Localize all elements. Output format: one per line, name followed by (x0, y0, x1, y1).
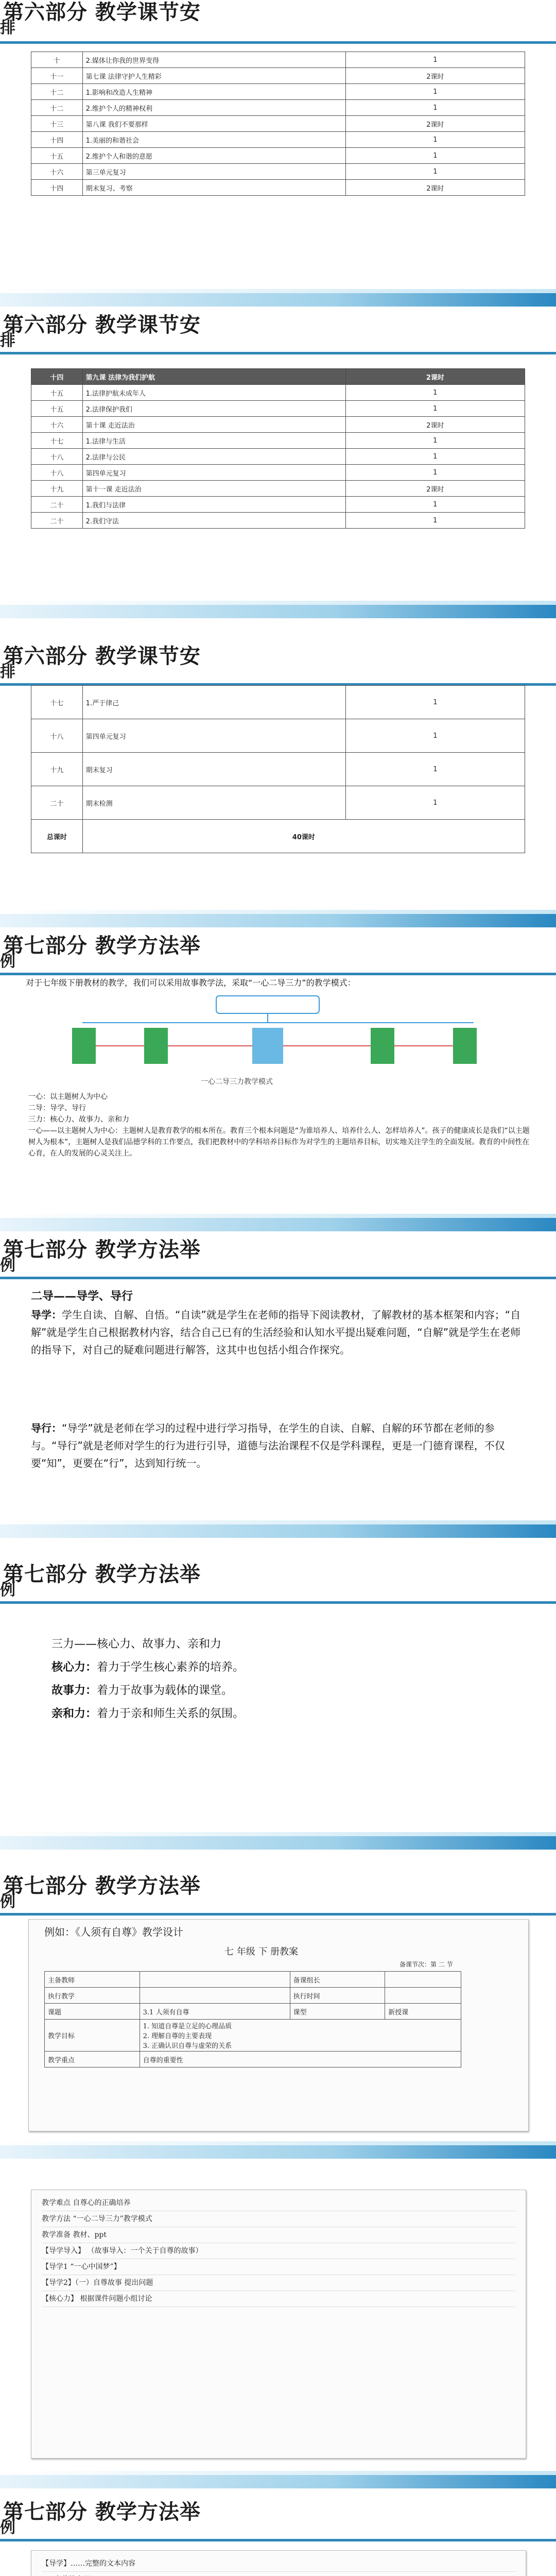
slide-2 (0, 307, 556, 618)
table-cell: 备课组长 (290, 1972, 385, 1988)
table-cell-hours: 1 (345, 148, 525, 164)
table-cell-topic: 2.媒体让你我的世界变得 (82, 52, 345, 68)
table-cell-num: 十八 (31, 465, 83, 481)
table-row (31, 385, 525, 401)
table-row (31, 84, 525, 100)
table-row (31, 401, 525, 417)
table-cell-hours: 2课时 (345, 180, 525, 196)
decor-band (0, 601, 556, 605)
table-row (31, 786, 525, 820)
slide-title: 第七部分 教学方法举 例 (0, 2500, 201, 2537)
table-cell-num: 十五 (31, 148, 83, 164)
doc-line: 教学准备 教材、ppt (42, 2227, 515, 2243)
decor-band (0, 2145, 556, 2159)
paragraph-text: “导学”就是老师在学习的过程中进行学习指导，在学生的自读、自解、自解的环节都在老师的参与。“导行”就是老师对学生的行为进行引导，道德与法治课程不仅是学科课程，更是一门德育课程，不仅要“知”，更要在“行”，达到知行统一。 (31, 1422, 505, 1469)
table-row (45, 2020, 461, 2052)
title-underline (0, 2539, 556, 2541)
table-cell: 执行教学 (45, 1988, 140, 2004)
table-cell-topic: 1.影响和改造人生精神 (82, 84, 345, 100)
table-cell-num: 十四 (31, 369, 83, 385)
doc-line: 【核心力】 根据课件问题小组讨论 (42, 2291, 515, 2307)
paragraph-label: 导行： (31, 1422, 62, 1434)
table-row (31, 497, 525, 513)
doc-line: 教学难点 自尊心的正确培养 (42, 2195, 515, 2211)
slide-title: 第七部分 教学方法举 例 (0, 1563, 201, 1599)
slide-5 (0, 1231, 556, 1538)
table-cell-num: 十五 (31, 401, 83, 417)
table-cell-topic: 1.严于律己 (82, 686, 345, 719)
title-underline (0, 973, 556, 975)
table-cell-topic: 1.我们与法律 (82, 497, 345, 513)
doc-line: 【导学2】（一）自尊故事 提出问题 (42, 2275, 515, 2291)
goal-line: 3. 正确认识自尊与虚荣的关系 (143, 2042, 232, 2050)
slide-8 (0, 2159, 556, 2488)
table-cell-hours: 1 (345, 385, 525, 401)
table-cell-topic: 2.法律保护我们 (82, 401, 345, 417)
table-cell-hours: 1 (345, 100, 525, 116)
table-row (31, 686, 525, 719)
table-cell-topic: 期末检测 (82, 786, 345, 820)
item-text: 着力于亲和师生关系的氛围。 (97, 1707, 245, 1720)
table-cell-hours: 1 (345, 449, 525, 465)
table-row (31, 481, 525, 497)
table-cell-num: 十八 (31, 449, 83, 465)
table-cell-hours: 1 (345, 686, 525, 719)
list-item (51, 1682, 233, 1700)
table-row (31, 417, 525, 433)
table-row (45, 2052, 461, 2067)
slide-title: 第七部分 教学方法举 例 (0, 934, 201, 971)
table-row (31, 753, 525, 786)
table-cell-hours: 2课时 (345, 68, 525, 84)
slide-title: 第七部分 教学方法举 例 (0, 1238, 201, 1275)
table-cell-topic: 2.我们守法 (82, 513, 345, 529)
slide-1 (0, 0, 556, 307)
table-cell-num: 十三 (31, 116, 83, 132)
table-cell-topic: 2.法律与公民 (82, 449, 345, 465)
table-cell-hours: 1 (345, 786, 525, 820)
decor-band (0, 2471, 556, 2475)
slide-4 (0, 927, 556, 1231)
table-cell-topic: 期末复习 (82, 753, 345, 786)
table-cell-num: 二十 (31, 513, 83, 529)
diagram-caption: 一心二导三力教学模式 (201, 1078, 273, 1086)
table-cell: 自尊的重要性 (140, 2052, 461, 2067)
decor-band (0, 1524, 556, 1538)
doc-title: 例如：《人须有自尊》教学设计 (44, 1926, 183, 1938)
doc-lines (42, 2556, 515, 2576)
teaching-model-diagram (62, 992, 494, 1077)
model-line: 二导：导学、导行 (28, 1104, 86, 1112)
table-cell: 教学重点 (45, 2052, 140, 2067)
schedule-table (31, 368, 525, 529)
table-cell-hours: 1 (345, 719, 525, 753)
slide-3 (0, 618, 556, 927)
title-underline (0, 1913, 556, 1916)
table-cell-total-label: 总课时 (31, 820, 83, 853)
list-item (51, 1705, 244, 1723)
paragraph-daoxue (31, 1306, 525, 1359)
table-row (31, 449, 525, 465)
table-cell: 课型 (290, 2004, 385, 2020)
table-cell-topic: 第四单元复习 (82, 465, 345, 481)
lesson-plan-document (28, 1919, 529, 2131)
table-cell-num: 十一 (31, 68, 83, 84)
decor-band (0, 910, 556, 914)
table-cell-hours: 1 (345, 513, 525, 529)
intro-text: 对于七年级下册教材的教学，我们可以采用故事教学法，采取“一心二导三力”的教学模式： (26, 978, 356, 988)
table-cell-hours: 2课时 (345, 481, 525, 497)
item-label: 核心力： (51, 1661, 97, 1674)
doc-line (42, 2572, 515, 2576)
lesson-plan-document (31, 2190, 526, 2459)
decor-band (0, 289, 556, 293)
table-row (45, 1972, 461, 1988)
lesson-plan-document (31, 2550, 526, 2576)
decor-band (0, 2475, 556, 2488)
table-cell-topic: 1.美丽的和谐社会 (82, 132, 345, 148)
table-cell-topic: 2.维护个人和谐的意愿 (82, 148, 345, 164)
item-label: 亲和力： (51, 1707, 97, 1720)
table-row (31, 164, 525, 180)
table-cell-num: 十二 (31, 84, 83, 100)
table-cell-num: 二十 (31, 786, 83, 820)
decor-band (0, 914, 556, 927)
table-cell: 新授课 (385, 2004, 461, 2020)
table-cell-num: 十六 (31, 164, 83, 180)
decor-band (0, 1836, 556, 1850)
slide-title: 第六部分 教学课节安 排 (0, 645, 201, 681)
table-cell: 课题 (45, 2004, 140, 2020)
table-cell-hours: 2课时 (345, 116, 525, 132)
title-underline (0, 1277, 556, 1279)
item-text: 着力于学生核心素养的培养。 (97, 1661, 245, 1674)
table-cell-hours: 1 (345, 465, 525, 481)
table-cell-num: 十四 (31, 132, 83, 148)
table-cell-topic: 第三单元复习 (82, 164, 345, 180)
unit-line: 备课节次：第 二 节 (399, 1961, 453, 1968)
table-row (31, 369, 525, 385)
decor-band (0, 1218, 556, 1231)
table-cell-hours: 1 (345, 84, 525, 100)
model-line: 三力：核心力、故事力、亲和力 (28, 1115, 129, 1124)
grade-line: 七 年级 下 册教案 (224, 1946, 299, 1957)
section-heading: 三力——核心力、故事力、亲和力 (51, 1638, 222, 1651)
doc-lines (42, 2195, 515, 2307)
doc-line: 教学方法 “一心二导三力”教学模式 (42, 2211, 515, 2227)
table-cell (140, 1988, 290, 2004)
title-underline (0, 1601, 556, 1604)
goal-line: 1. 知道自尊是立足的心理品质 (143, 2023, 232, 2030)
decor-band (0, 2141, 556, 2145)
table-row-total (31, 820, 525, 853)
table-cell-num: 十七 (31, 433, 83, 449)
section-heading: 二导——导学、导行 (31, 1290, 133, 1303)
model-line: 一心：以主题树人为中心 (28, 1093, 108, 1101)
slide-6 (0, 1538, 556, 1850)
schedule-table (31, 52, 525, 196)
table-cell-num: 十九 (31, 753, 83, 786)
table-cell (140, 1972, 290, 1988)
table-cell-topic: 第四单元复习 (82, 719, 345, 753)
table-row (31, 148, 525, 164)
table-cell-topic: 第十一课 走近法治 (82, 481, 345, 497)
table-cell: 执行时间 (290, 1988, 385, 2004)
table-row (31, 465, 525, 481)
table-cell-topic: 1.法律护航未成年人 (82, 385, 345, 401)
slide-title: 第七部分 教学方法举 例 (0, 1874, 201, 1911)
table-cell (385, 1972, 461, 1988)
table-row (31, 100, 525, 116)
table-row (31, 52, 525, 68)
table-row (31, 132, 525, 148)
table-row (31, 513, 525, 529)
paragraph-text: 学生自读、自解、自悟。“自读”就是学生在老师的指导下阅读教材，了解教材的基本框架和内容；“自解”就是学生自己根据教材内容，结合自己已有的生活经验和认知水平提出疑难问题，“自解”就是学生在老师的指导下，对自己的疑难问题进行解答，这其中也包括小组合作探究。 (31, 1309, 521, 1356)
list-item (51, 1659, 244, 1676)
table-cell-topic: 期末复习、考察 (82, 180, 345, 196)
table-cell: 主备教师 (45, 1972, 140, 1988)
table-cell-hours: 1 (345, 401, 525, 417)
table-row (31, 433, 525, 449)
title-underline (0, 352, 556, 354)
table-row (45, 2004, 461, 2020)
slide-title: 第六部分 教学课节安 排 (0, 313, 201, 350)
table-cell-topic: 第十课 走近法治 (82, 417, 345, 433)
table-cell-topic: 1.法律与生活 (82, 433, 345, 449)
paragraph-daoxing (31, 1419, 525, 1472)
slide-9 (0, 2488, 556, 2576)
table-row (31, 180, 525, 196)
table-cell-hours: 1 (345, 753, 525, 786)
table-cell: 3.1 人须有自尊 (140, 2004, 290, 2020)
schedule-table (31, 685, 525, 853)
table-cell-hours: 1 (345, 132, 525, 148)
model-paragraph: 一心——以主题树人为中心：主题树人是教育教学的根本所在。教育三个根本问题是“为谁培养人、培养什么人、怎样培养人”。孩子的健康成长是我们“以主题树人为根本”，主题树人是我们品德学科的工作要点，我们把教材中的学科培养目标作为对学生的主题培养目标，切实地关注学生的全面发展。教育的中间性在心育，在人的发展的心灵关注上。 (28, 1127, 530, 1158)
table-cell-num: 十四 (31, 180, 83, 196)
title-underline (0, 41, 556, 44)
paragraph-label: 导学： (31, 1309, 62, 1321)
table-cell-topic: 第八课 我们不要那样 (82, 116, 345, 132)
decor-band (0, 1214, 556, 1218)
table-cell (140, 2020, 461, 2052)
table-row (31, 719, 525, 753)
item-label: 故事力： (51, 1684, 97, 1697)
table-cell-topic: 第九课 法律为我们护航 (82, 369, 345, 385)
table-cell: 教学目标 (45, 2020, 140, 2052)
doc-line: 【导学1 “一心中国梦”】 (42, 2259, 515, 2275)
table-cell-num: 十九 (31, 481, 83, 497)
table-cell-total-value: 40课时 (82, 820, 525, 853)
table-row (31, 116, 525, 132)
item-text: 着力于故事为载体的课堂。 (97, 1684, 233, 1697)
table-cell (385, 1988, 461, 2004)
table-cell-hours: 1 (345, 164, 525, 180)
table-cell-hours: 1 (345, 52, 525, 68)
table-cell-num: 十七 (31, 686, 83, 719)
goal-line: 2. 理解自尊的主要表现 (143, 2032, 212, 2040)
decor-band (0, 1832, 556, 1836)
table-row (45, 1988, 461, 2004)
table-cell-topic: 2.维护个人的精神权利 (82, 100, 345, 116)
slide-7 (0, 1850, 556, 2159)
decor-band (0, 605, 556, 618)
table-cell-topic: 第七课 法律守护人生精彩 (82, 68, 345, 84)
table-cell-num: 十六 (31, 417, 83, 433)
table-cell-hours: 1 (345, 433, 525, 449)
table-row (31, 68, 525, 84)
table-cell-num: 十二 (31, 100, 83, 116)
table-cell-hours: 2课时 (345, 369, 525, 385)
decor-band (0, 293, 556, 307)
table-cell-num: 十 (31, 52, 83, 68)
slide-title: 第六部分 教学课节安 排 (0, 1, 201, 37)
table-cell-num: 二十 (31, 497, 83, 513)
table-cell-hours: 2课时 (345, 417, 525, 433)
table-cell-hours: 1 (345, 497, 525, 513)
doc-line: 【导学】……完整的文本内容 (42, 2556, 515, 2572)
decor-band (0, 1520, 556, 1524)
table-cell-num: 十八 (31, 719, 83, 753)
doc-line: 【导学导入】 （故事导入：一个关于自尊的故事） (42, 2243, 515, 2259)
plan-table (44, 1971, 461, 2067)
table-cell-num: 十五 (31, 385, 83, 401)
